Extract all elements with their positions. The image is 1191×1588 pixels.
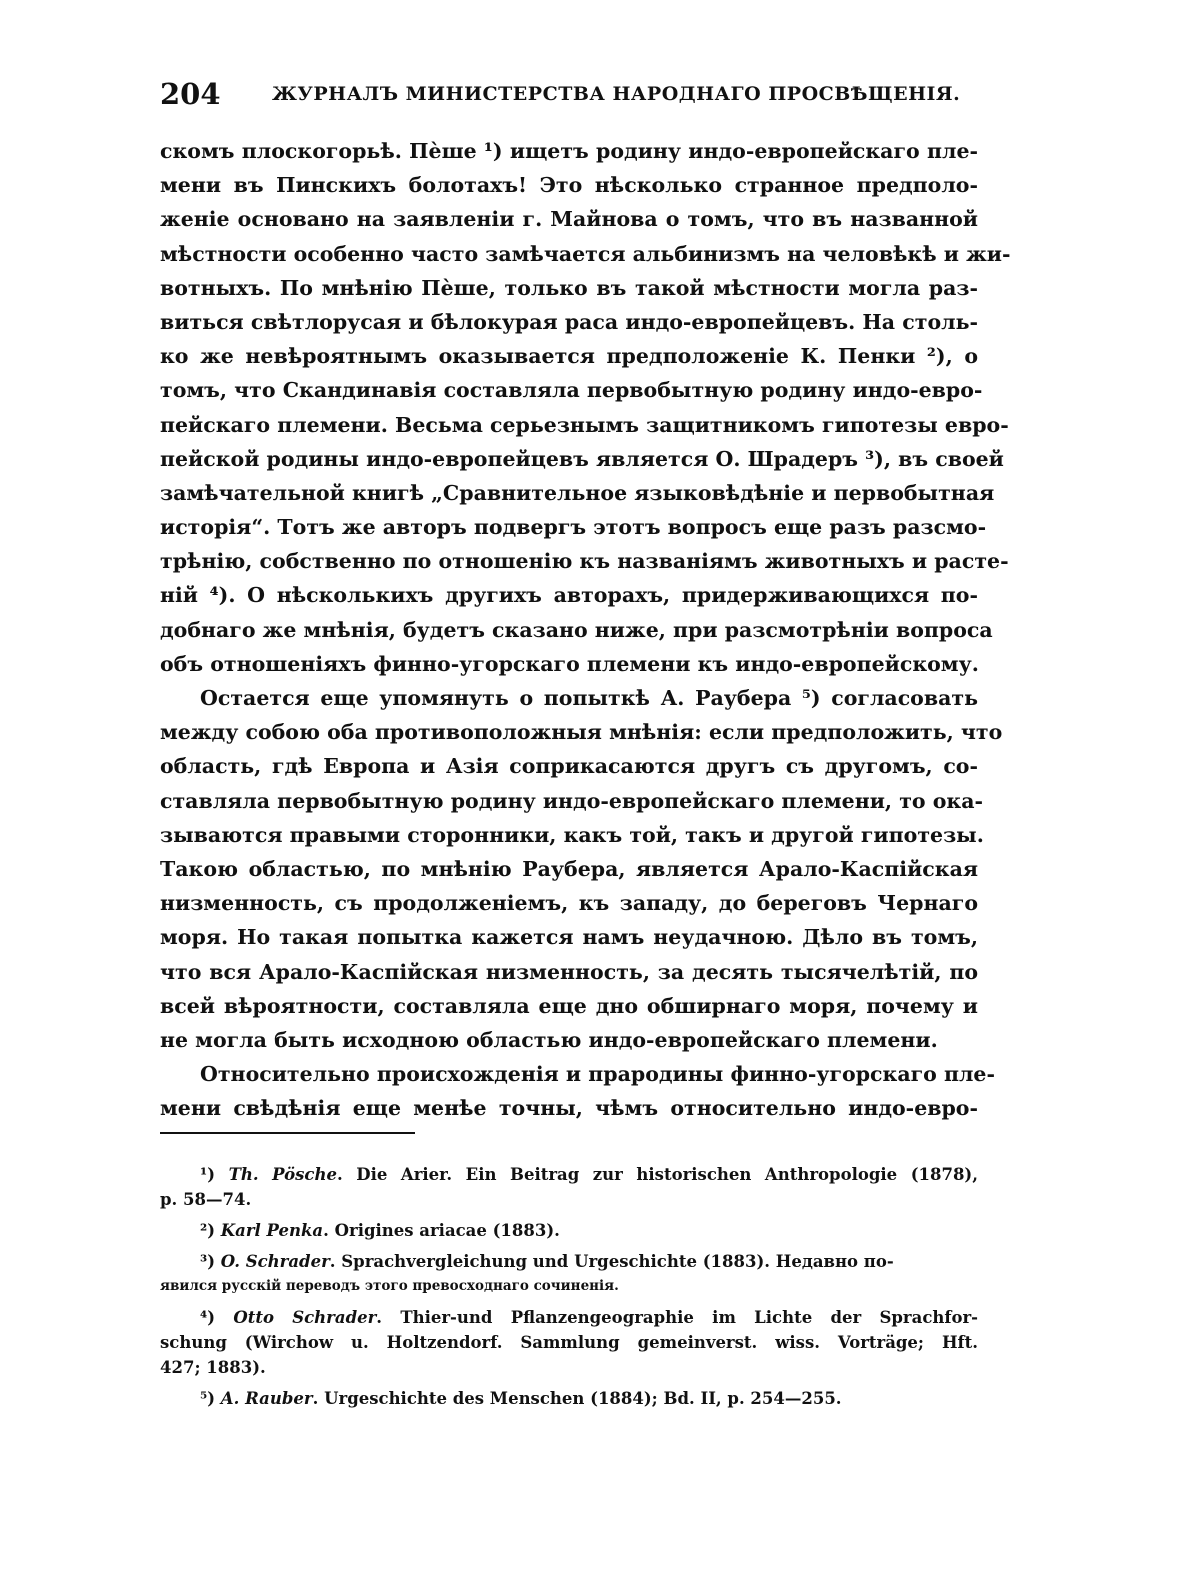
footnote-text: Die Arier. Ein Beitrag zur historischen Anthropologie (1878),: [356, 1165, 978, 1184]
footnote-line: ⁵) A. Rauber. Urgeschichte des Menschen (1884); Bd. II, p. 254—255.: [200, 1389, 842, 1408]
body-line: Относительно происхожденія и прародины финно-угорскаго пле-: [200, 1062, 995, 1087]
body-line: мѣстности особенно часто замѣчается альбинизмъ на человѣкѣ и жи-: [160, 241, 1011, 266]
body-line: женіе основано на заявленіи г. Майнова о томъ, что въ названной: [160, 207, 978, 232]
footnote-marker: ⁵): [200, 1389, 216, 1408]
body-line: замѣчательной книгѣ „Сравнительное языковѣдѣніе и первобытная: [160, 480, 995, 505]
footnote-author: Karl Penka: [220, 1221, 324, 1240]
body-line: исторія“. Тотъ же авторъ подвергъ этотъ вопросъ еще разъ разсмо-: [160, 515, 987, 540]
footnote-marker: ¹): [200, 1165, 216, 1184]
page-number: 204: [160, 77, 221, 111]
footnote-line: ³) O. Schrader. Sprachvergleichung und Urgeschichte (1883). Недавно по-: [200, 1252, 894, 1271]
body-line: объ отношеніяхъ финно-угорскаго племени къ индо-европейскому.: [160, 651, 979, 676]
body-line: Остается еще упомянуть о попыткѣ А. Раубера ⁵) согласовать: [200, 686, 978, 710]
body-line: моря. Но такая попытка кажется намъ неудачною. Дѣло въ томъ,: [160, 925, 978, 950]
body-line: ко же невѣроятнымъ оказывается предположеніе К. Пенки ²), о: [160, 344, 978, 369]
footnote-text: Urgeschichte des Menschen (1884); Bd. II, p. 254—255.: [324, 1389, 842, 1408]
footnote-text: Thier-und Pflanzengeographie im Lichte der Sprachfor-: [400, 1308, 979, 1327]
body-line: ставляла первобытную родину индо-европейскаго племени, то ока-: [160, 788, 983, 813]
body-line: не могла быть исходною областью индо-европейскаго племени.: [160, 1027, 938, 1052]
body-line: мени въ Пинскихъ болотахъ! Это нѣсколько странное предполо-: [160, 173, 978, 198]
body-line: между собою оба противоположныя мнѣнія: если предположить, что: [160, 720, 1003, 745]
footnote-author: O. Schrader: [220, 1252, 330, 1271]
body-line: вотныхъ. По мнѣнію Пѐше, только въ такой мѣстности могла раз-: [160, 275, 978, 300]
running-head: ЖУРНАЛЪ МИНИСТЕРСТВА НАРОДНАГО ПРОСВѢЩЕНІЯ.: [272, 83, 961, 105]
body-line: низменность, съ продолженіемъ, къ западу, до береговъ Чернаго: [160, 891, 978, 916]
body-line: скомъ плоскогорьѣ. Пѐше ¹) ищетъ родину индо-европейскаго пле-: [160, 139, 978, 163]
body-line: область, гдѣ Европа и Азія соприкасаются другъ съ другомъ, со-: [160, 754, 978, 779]
body-line: виться свѣтлорусая и бѣлокурая раса индо-европейцевъ. На столь-: [160, 309, 978, 334]
footnote-author: Th. Pösche: [228, 1165, 337, 1184]
page-header: [160, 72, 980, 116]
body-line: мени свѣдѣнія еще менѣе точны, чѣмъ относительно индо-евро-: [160, 1096, 978, 1121]
footnote-text: Origines ariacae (1883).: [334, 1221, 560, 1240]
footnote-line: ¹) Th. Pösche. Die Arier. Ein Beitrag zur historischen Anthropologie (1878),: [200, 1165, 978, 1184]
body-line: всей вѣроятности, составляла еще дно обширнаго моря, почему и: [160, 993, 978, 1018]
body-line: трѣнію, собственно по отношенію къ названіямъ животныхъ и расте-: [160, 549, 1009, 574]
body-line: томъ, что Скандинавія составляла первобытную родину индо-евро-: [160, 378, 983, 403]
footnotes: [160, 1162, 978, 1417]
footnote-rule: [160, 1132, 415, 1134]
body-text: [160, 134, 1011, 1125]
body-line: пейскаго племени. Весьма серьезнымъ защитникомъ гипотезы евро-: [160, 412, 1009, 437]
footnote-line: явился русскій переводъ этого превосходнаго сочиненія.: [160, 1278, 619, 1294]
footnote-text: Sprachvergleichung und Urgeschichte (1883). Недавно по-: [341, 1252, 894, 1271]
body-line: Такою областью, по мнѣнію Раубера, является Арало-Каспійская: [160, 856, 978, 881]
footnote-line: ⁴) Otto Schrader. Thier-und Pflanzengeographie im Lichte der Sprachfor-: [200, 1308, 979, 1327]
body-line: что вся Арало-Каспійская низменность, за десять тысячелѣтій, по: [160, 959, 978, 984]
footnote-author: A. Rauber: [220, 1389, 313, 1408]
footnote-line: p. 58—74.: [160, 1190, 252, 1209]
footnote-marker: ³): [200, 1252, 216, 1271]
body-line: ній ⁴). О нѣсколькихъ другихъ авторахъ, придерживающихся по-: [160, 583, 978, 608]
body-line: пейской родины индо-европейцевъ является О. Шрадеръ ³), въ своей: [160, 446, 1004, 471]
footnote-marker: ⁴): [200, 1308, 216, 1327]
footnote-marker: ²): [200, 1221, 216, 1240]
body-line: зываются правыми сторонники, какъ той, такъ и другой гипотезы.: [160, 822, 984, 847]
footnote-author: Otto Schrader: [233, 1308, 377, 1327]
footnote-line: ²) Karl Penka. Origines ariacae (1883).: [200, 1221, 560, 1240]
footnote-line: schung (Wirchow u. Holtzendorf. Sammlung gemeinverst. wiss. Vorträge; Hft.: [160, 1333, 978, 1352]
footnote-line: 427; 1883).: [160, 1358, 266, 1377]
body-line: добнаго же мнѣнія, будетъ сказано ниже, при разсмотрѣніи вопроса: [160, 617, 993, 642]
